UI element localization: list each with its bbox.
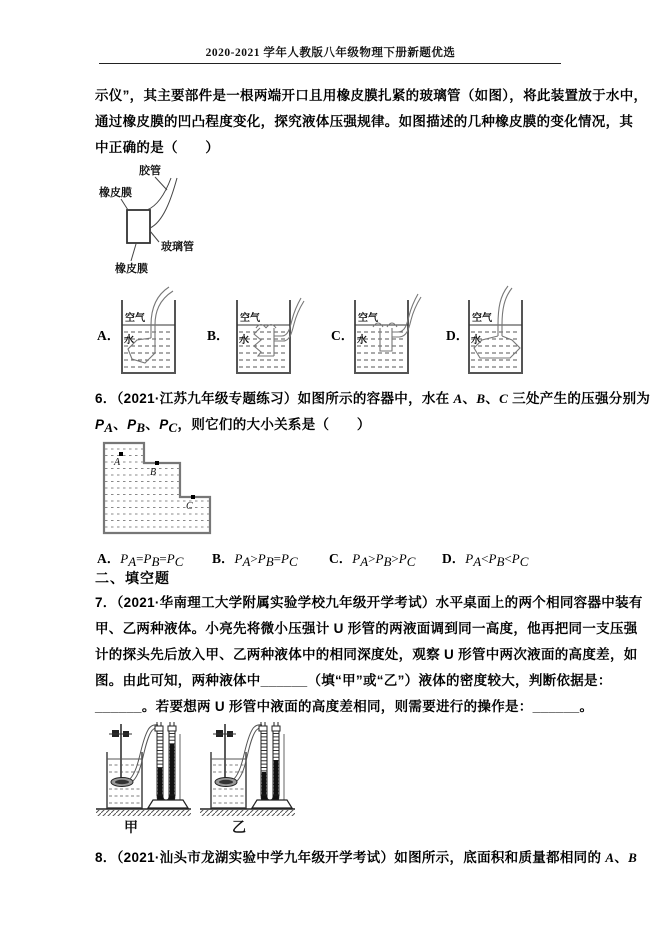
q6-option-a-label: A． <box>97 551 121 566</box>
q6-options-row <box>95 547 573 567</box>
glass-tube-label: 玻璃管 <box>161 241 194 253</box>
water-label: 水 <box>124 335 134 346</box>
q6-option-c <box>329 547 415 570</box>
ground-hatch <box>96 810 191 816</box>
q6-option-a-formula: $P_A=P_B=P_C$ <box>120 551 184 569</box>
air-label: 空气 <box>240 313 260 324</box>
air-label: 空气 <box>358 313 378 324</box>
liquid-column-left <box>262 772 266 795</box>
membrane-top-label: 橡皮膜 <box>99 187 132 199</box>
stand-base <box>148 800 188 808</box>
q5-option-label-b: B． <box>207 328 230 343</box>
apparatus-yi <box>200 722 295 816</box>
q6-option-c-label: C． <box>329 551 353 566</box>
q6-paragraph <box>95 386 651 442</box>
q8-text-line: 8．（2021·汕头市龙湖实验中学九年级开学考试）如图所示，底面积和质量都相同的 A、B <box>95 850 638 865</box>
q8-paragraph <box>95 845 638 871</box>
q7-text-line: 甲、乙两种液体。小亮先将微小压强计 U 形管的两液面调到同一高度，他再把同一支压强 <box>95 621 638 636</box>
q5-option-label-d: D． <box>446 328 470 343</box>
hose-label: 胶管 <box>139 165 161 177</box>
q5-apparatus-figure <box>95 158 265 278</box>
q7-text-line: 7．（2021·华南理工大学附属实验学校九年级开学考试）水平桌面上的两个相同容器中装有 <box>95 595 643 610</box>
q6-option-b-label: B． <box>212 551 235 566</box>
q6-option-d-formula: $P_A<P_B<P_C$ <box>465 551 529 569</box>
point-b-label: B <box>150 467 157 478</box>
liquid-column-right <box>274 760 278 795</box>
q6-text-line: $P_A$、$P_B$、$P_C$，则它们的大小关系是（ ） <box>95 417 371 435</box>
q5-option-label-c: C． <box>331 328 355 343</box>
liquid-column-left <box>158 768 162 795</box>
q5-option-a-beaker-figure <box>115 280 195 378</box>
figure-label-jia: 甲 <box>124 819 138 835</box>
ground-hatch <box>200 810 295 816</box>
q5-text-line: 通过橡皮膜的凹凸程度变化，探究液体压强规律。如图描述的几种橡皮膜的变化情况，其 <box>95 114 634 129</box>
membrane-bottom-label: 橡皮膜 <box>115 263 148 275</box>
q6-option-b <box>212 547 298 570</box>
water-label: 水 <box>357 335 367 346</box>
point-a-label: A <box>114 457 121 468</box>
q7-manometer-figure <box>96 718 301 838</box>
figure-label-yi: 乙 <box>232 819 246 835</box>
liquid-column-right <box>170 744 174 795</box>
membrane-shape-b <box>254 298 304 356</box>
air-label: 空气 <box>472 313 492 324</box>
q6-option-d <box>442 547 528 570</box>
q7-text-line: ______。若要想两 U 形管中液面的高度差相同，则需要进行的操作是：______。 <box>95 699 594 714</box>
air-label: 空气 <box>125 313 145 324</box>
q5-text-line: 示仪”，其主要部件是一根两端开口且用橡皮膜扎紧的玻璃管（如图），将此装置放于水中， <box>95 88 648 103</box>
q6-container-figure <box>95 440 230 540</box>
q6-text-line: 6．（2021·江苏九年级专题练习）如图所示的容器中，水在 A、B、C 三处产生的压强分别为 <box>95 391 651 406</box>
q7-paragraph <box>95 590 643 720</box>
q7-text-line: 计的探头先后放入甲、乙两种液体中的相同深度处，观察 U 形管中两次液面的高度差，如 <box>95 647 638 662</box>
section-heading: 二、填空题 <box>95 570 170 586</box>
q5-text-line: 中正确的是（ ） <box>95 140 220 155</box>
point-c-label: C <box>186 501 193 512</box>
q6-option-a <box>97 547 183 570</box>
q6-option-c-formula: $P_A>P_B>P_C$ <box>352 551 416 569</box>
q5-option-label-a: A． <box>97 328 121 343</box>
q5-option-c-beaker-figure <box>348 280 428 378</box>
q5-option-d-beaker-figure <box>462 280 542 378</box>
apparatus-jia <box>96 722 191 816</box>
page-header-title: 2020-2021 学年人教版八年级物理下册新题优选 <box>205 47 456 59</box>
membrane-shape-c <box>373 294 421 351</box>
header-divider <box>99 63 561 64</box>
water-label: 水 <box>239 335 249 346</box>
q5-option-b-beaker-figure <box>230 280 310 378</box>
stand-base <box>252 800 292 808</box>
q6-option-d-label: D． <box>442 551 466 566</box>
q6-option-b-formula: $P_A>P_B=P_C$ <box>234 551 298 569</box>
water-label: 水 <box>471 335 481 346</box>
q7-text-line: 图。由此可知，两种液体中______（填“甲”或“乙”）液体的密度较大，判断依据是： <box>95 673 612 688</box>
q5-paragraph <box>95 83 648 161</box>
